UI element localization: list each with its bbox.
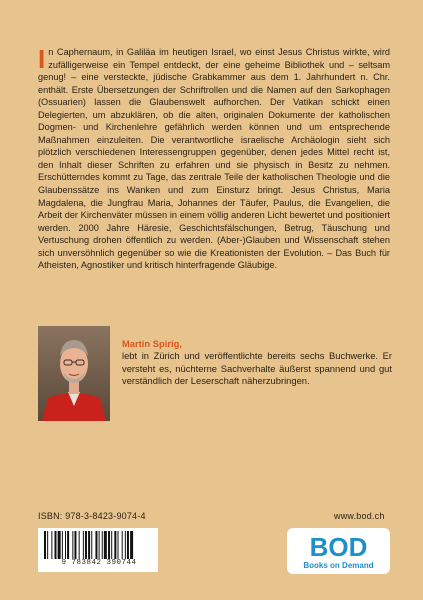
barcode-number: 9 783842 390744	[40, 559, 158, 567]
author-photo	[38, 326, 110, 421]
publisher-wordmark: BOD	[309, 532, 368, 562]
author-name: Martin Spirig,	[122, 338, 182, 349]
author-bio	[122, 338, 392, 388]
blurb-text: n Caphernaum, in Galiläa im heutigen Israel, wo einst Jesus Christus wirkte, wird zufälligerweise ein Tempel entdeckt, der eine geheime Bibliothek und – seltsam genug! – eine versteckte, jüdische Grabkammer aus dem 1. Jahrhundert n. Chr. enthält. Erste Übersetzungen der Schriftrollen und die Namen auf den Sarkophagen (Ossuarien) lassen die Glaubenswelt aufhorchen. Der Vatikan schickt einen Delegierten, um abzuklären, ob die alten, originalen Dokumente der katholischen Dogmen- und Kirchenlehre gefährlich werden können und um entsprechende Maßnahmen einzuleiten. Die verantwortliche israelische Archäologin sieht sich plötzlich verschiedenen Interessengruppen gegenüber, denen jedes Mittel recht ist, den Inhalt dieser Schriften zu erfahren und sie physisch in Besitz zu nehmen. Erschütterndes kommt zu Tage, das zentrale Teile der katholischen Theologie und die Glaubenssätze ins Wanken und zum Einsturz bringt. Jesus Christus, Maria Magdalena, die Jungfrau Maria, Johannes der Täufer, Paulus, die Evangelien, die Arbeit der Kirchenväter müssen in einem völlig anderen Licht bewertet und positioniert werden. 2000 Jahre Häresie, Geschichtsfälschungen, Betrug, Täuschung und Vertuschung drohen öffentlich zu werden. (Aber-)Glauben und Wissenschaft stehen sich unversöhnlich gegenüber so wie die Kreationisten der Evolution. – Das Buch für Atheisten, Agnostiker und kritisch hinterfragende Gläubige.	[38, 47, 390, 271]
author-bio-text: lebt in Zürich und veröffentlichte bereits sechs Buchwerke. Er versteht es, nüchterne Sachverhalte äußerst spannend und gut verständlich der Leserschaft näherzubringen.	[122, 350, 392, 387]
publisher-logo	[287, 528, 390, 574]
isbn: ISBN: 978-3-8423-9074-4	[38, 511, 146, 521]
publisher-website[interactable]: www.bod.ch	[334, 511, 385, 521]
drop-cap: I	[38, 44, 46, 74]
publisher-tagline: Books on Demand	[303, 561, 374, 570]
book-blurb	[38, 46, 390, 272]
